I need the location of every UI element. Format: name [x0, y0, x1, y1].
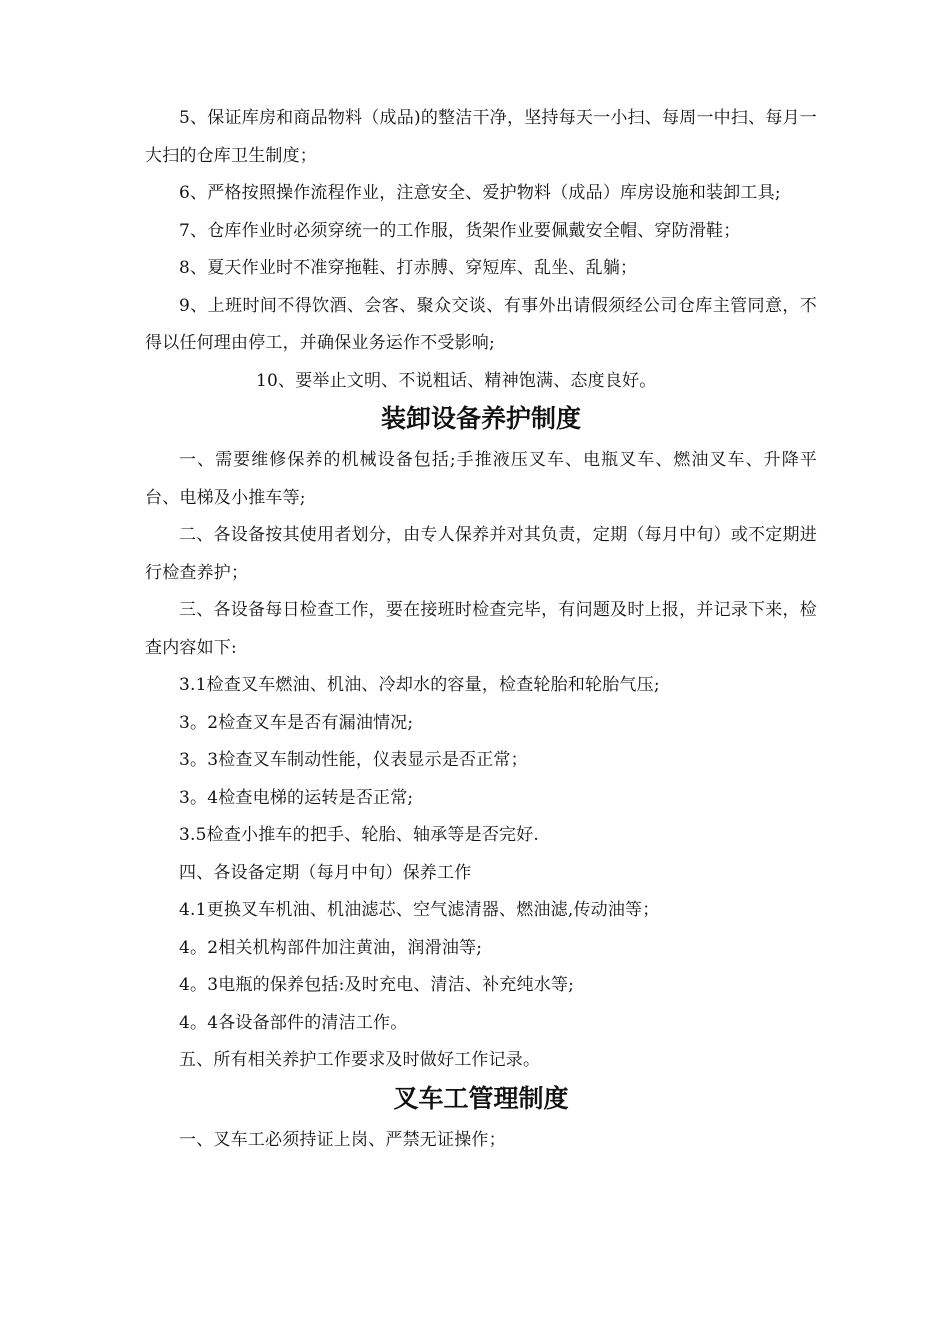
- paragraph: 10、要举止文明、不说粗话、精神饱满、态度良好。: [256, 370, 657, 391]
- paragraph: 8、夏天作业时不准穿拖鞋、打赤膊、穿短库、乱坐、乱躺；: [179, 258, 638, 278]
- paragraph: 4。2相关机构部件加注黄油，润滑油等;: [179, 937, 483, 958]
- paragraph: 3.1检查叉车燃油、机油、冷却水的容量，检查轮胎和轮胎气压;: [179, 675, 660, 695]
- paragraph: 五、所有相关养护工作要求及时做好工作记录。: [179, 1050, 541, 1070]
- paragraph: 一、需要维修保养的机械设备包括;手推液压叉车、电瓶叉车、燃油叉车、升降平台、电梯及小推车等;: [145, 450, 817, 508]
- document-body: [145, 100, 817, 1159]
- paragraph: 7、仓库作业时必须穿统一的工作服，货架作业要佩戴安全帽、穿防滑鞋；: [179, 220, 741, 241]
- paragraph: 9、上班时间不得饮酒、会客、聚众交谈、有事外出请假须经公司仓库主管同意，不得以任何理由停工，并确保业务运作不受影响;: [145, 295, 817, 353]
- section-heading-forklift-operator: 叉车工管理制度: [393, 1083, 569, 1113]
- paragraph: 四、各设备定期（每月中旬）保养工作: [179, 862, 472, 883]
- paragraph: 三、各设备每日检查工作，要在接班时检查完毕，有问题及时上报，并记录下来，检查内容如下:: [145, 600, 817, 658]
- paragraph: 5、保证库房和商品物料（成品)的整洁干净，坚持每天一小扫、每周一中扫、每月一大扫的仓库卫生制度；: [145, 108, 817, 166]
- paragraph: 3。2检查叉车是否有漏油情况;: [179, 712, 414, 733]
- paragraph: 3。3检查叉车制动性能，仪表显示是否正常；: [179, 750, 528, 770]
- paragraph: 一、叉车工必须持证上岗、严禁无证操作；: [179, 1129, 506, 1150]
- forklift-operator-section: [145, 1122, 817, 1160]
- warehouse-rules-continued: [145, 100, 817, 400]
- paragraph: 4。3电瓶的保养包括:及时充电、清洁、补充纯水等;: [179, 975, 575, 995]
- equipment-maintenance-section: [145, 442, 817, 1080]
- paragraph: 4.1更换叉车机油、机油滤芯、空气滤清器、燃油滤,传动油等；: [179, 900, 660, 920]
- paragraph: 3.5检查小推车的把手、轮胎、轴承等是否完好.: [179, 825, 540, 845]
- section-heading-equipment-maintenance: 装卸设备养护制度: [380, 404, 581, 433]
- paragraph: 6、严格按照操作流程作业，注意安全、爱护物料（成品）库房设施和装卸工具;: [179, 183, 781, 203]
- paragraph: 3。4检查电梯的运转是否正常;: [179, 787, 414, 808]
- paragraph: 二、各设备按其使用者划分，由专人保养并对其负责，定期（每月中旬）或不定期进行检查养护；: [145, 525, 817, 583]
- paragraph: 4。4各设备部件的清洁工作。: [179, 1012, 408, 1033]
